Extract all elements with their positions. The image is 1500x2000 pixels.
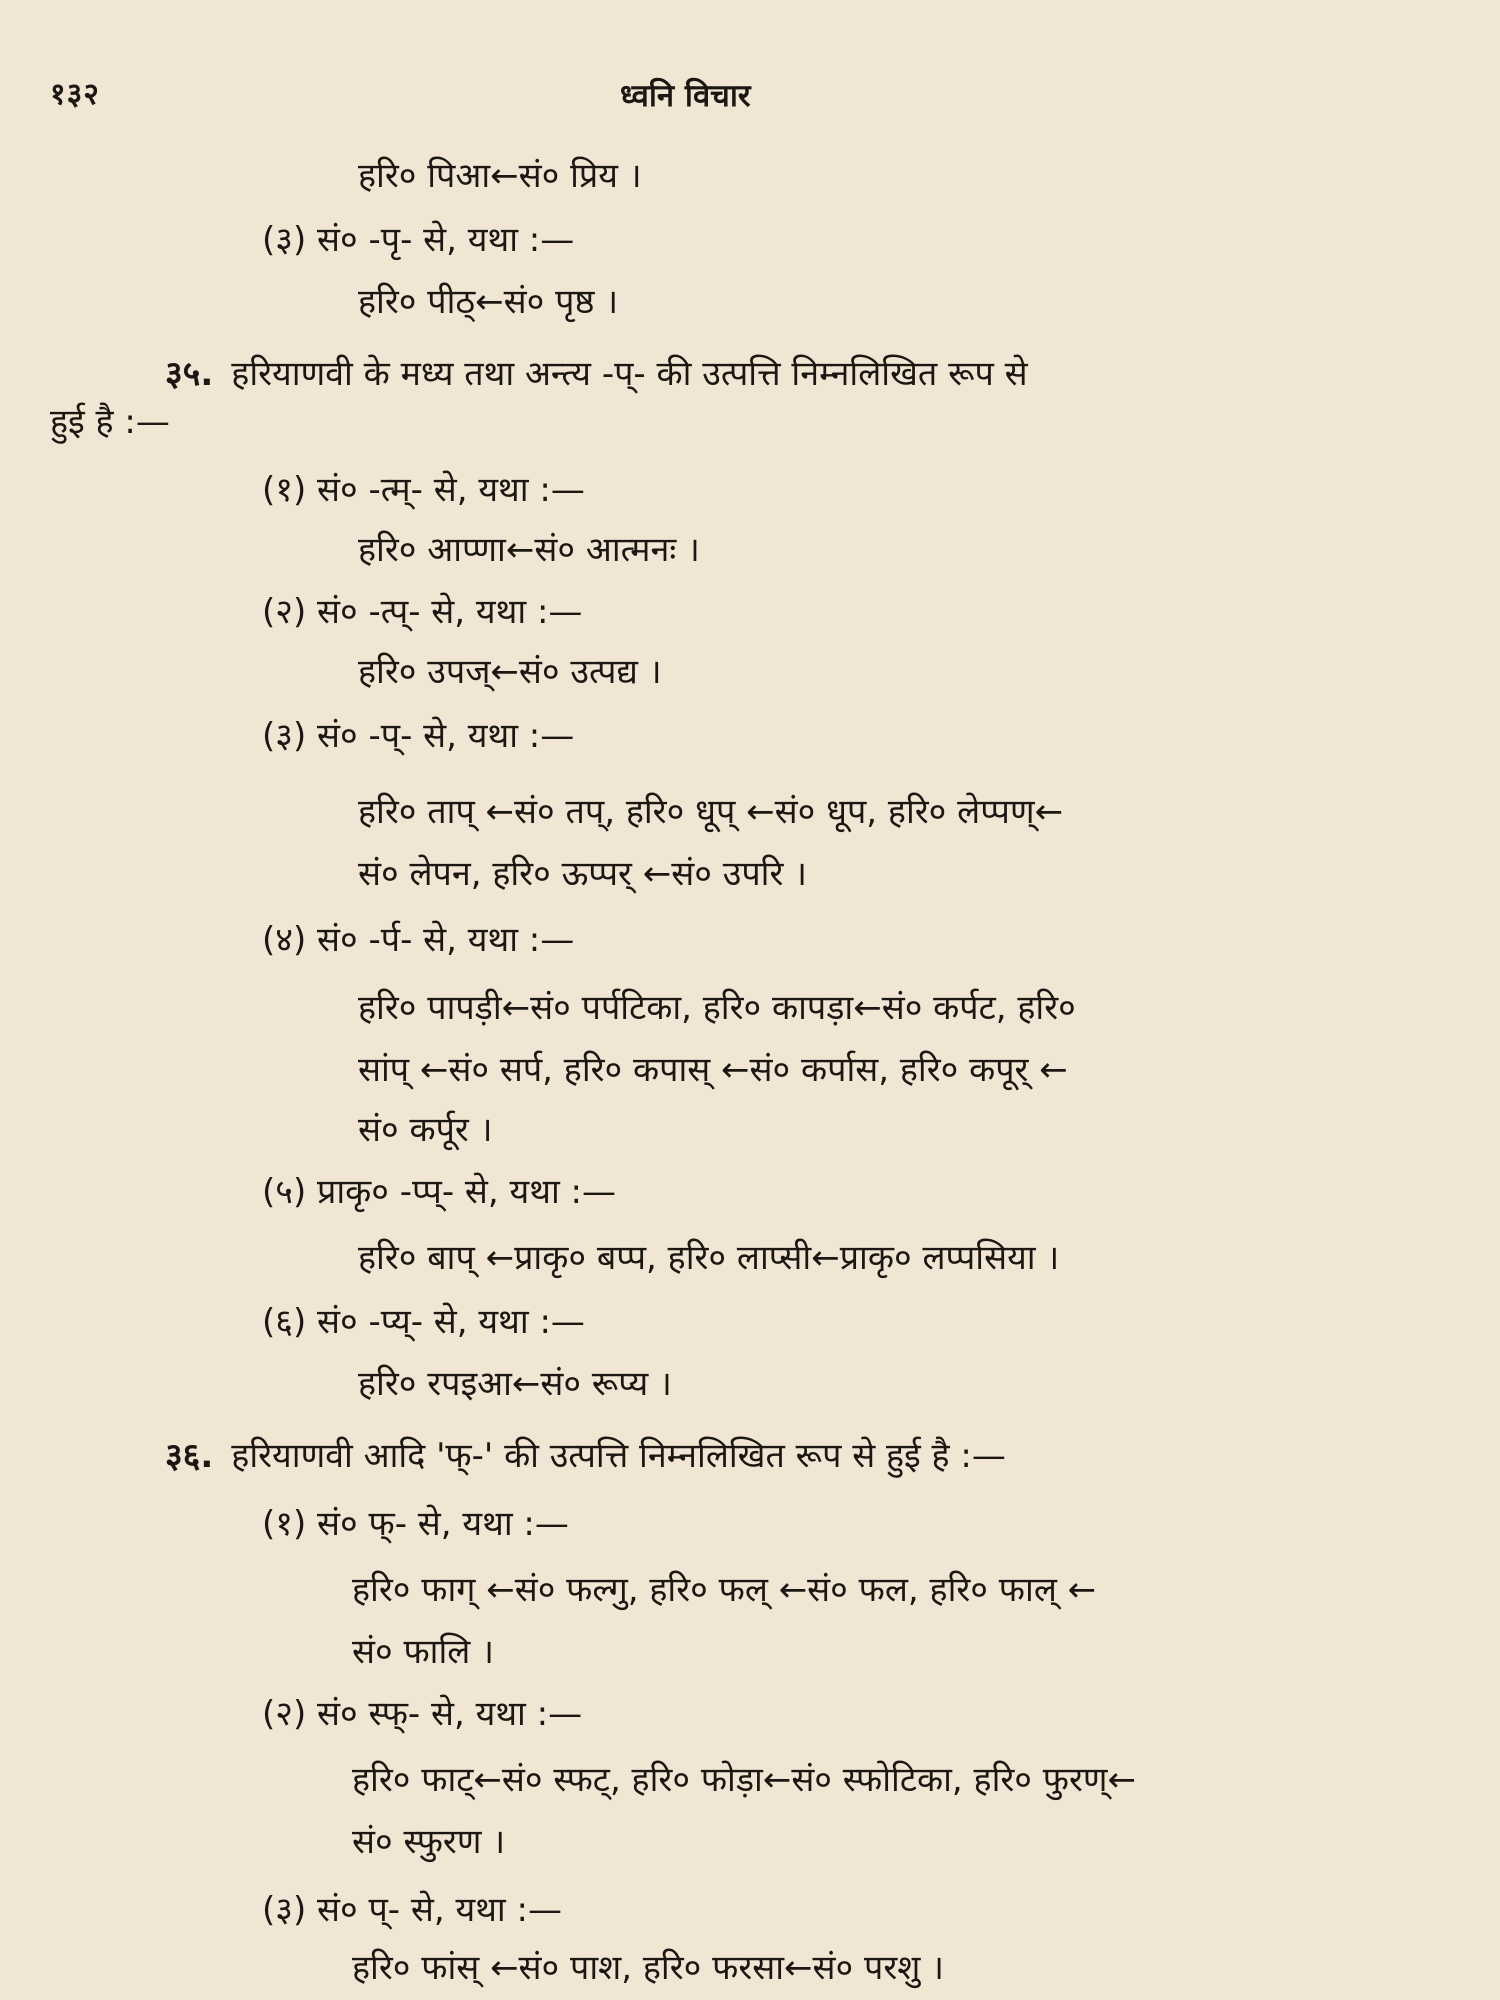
section-36-first-line <box>165 1434 1006 1478</box>
text-line: सं० फालि । <box>352 1632 495 1672</box>
text-line: (३) सं० -पृ- से, यथा :— <box>262 220 575 260</box>
section-number: ३६. <box>165 1436 214 1476</box>
text-line: हरि० पीठ्←सं० पृष्ठ । <box>358 282 619 322</box>
text-line: हरियाणवी आदि 'फ्-' की उत्पत्ति निम्नलिखित रूप से हुई है :— <box>231 1436 1006 1476</box>
section-number: ३५. <box>165 354 214 394</box>
text-line: हरियाणवी के मध्य तथा अन्त्य -प्- की उत्पत्ति निम्नलिखित रूप से <box>231 354 1028 394</box>
text-line: हुई है :— <box>50 402 170 442</box>
text-line: हरि० ताप् ←सं० तप्, हरि० धूप् ←सं० धूप, हरि० लेप्पण्← <box>358 792 1064 832</box>
text-line: सं० कर्पूर । <box>358 1110 493 1150</box>
text-line: हरि० उपज्←सं० उत्पद्य । <box>358 652 662 692</box>
text-line: (३) सं० प्- से, यथा :— <box>262 1890 562 1930</box>
text-line: (२) सं० स्फ्- से, यथा :— <box>262 1694 583 1734</box>
text-line: हरि० पिआ←सं० प्रिय । <box>358 156 642 196</box>
text-line: (१) सं० -त्म्- से, यथा :— <box>262 470 585 510</box>
text-line: हरि० फाट्←सं० स्फट्, हरि० फोड़ा←सं० स्फोटिका, हरि० फुरण्← <box>352 1760 1136 1800</box>
running-head: ध्वनि विचार <box>620 78 751 114</box>
text-line: सं० स्फुरण । <box>352 1822 506 1862</box>
text-line: हरि० बाप् ←प्राकृ० बप्प, हरि० लाप्सी←प्राकृ० लप्पसिया । <box>358 1238 1060 1278</box>
text-line: हरि० रपइआ←सं० रूप्य । <box>358 1364 672 1404</box>
text-line: हरि० फाग् ←सं० फल्गु, हरि० फल् ←सं० फल, हरि० फाल् ← <box>352 1570 1097 1610</box>
text-line: हरि० पापड़ी←सं० पर्पटिका, हरि० कापड़ा←सं० कर्पट, हरि० <box>358 988 1076 1028</box>
text-line: (५) प्राकृ० -प्प्- से, यथा :— <box>262 1172 617 1212</box>
section-35-first-line <box>165 352 1430 396</box>
text-line: सं० लेपन, हरि० ऊप्पर् ←सं० उपरि । <box>358 854 808 894</box>
text-line: हरि० फांस् ←सं० पाश, हरि० फरसा←सं० परशु । <box>352 1948 945 1988</box>
text-line: (६) सं० -प्य्- से, यथा :— <box>262 1302 585 1342</box>
text-line: (४) सं० -र्प- से, यथा :— <box>262 920 575 960</box>
page-number: १३२ <box>50 77 100 112</box>
text-line: (३) सं० -प्- से, यथा :— <box>262 716 575 756</box>
text-line: (१) सं० फ्- से, यथा :— <box>262 1504 569 1544</box>
text-line: हरि० आप्णा←सं० आत्मनः । <box>358 530 700 570</box>
text-line: सांप् ←सं० सर्प, हरि० कपास् ←सं० कर्पास, हरि० कपूर् ← <box>358 1050 1068 1090</box>
text-line: (२) सं० -त्प्- से, यथा :— <box>262 592 583 632</box>
